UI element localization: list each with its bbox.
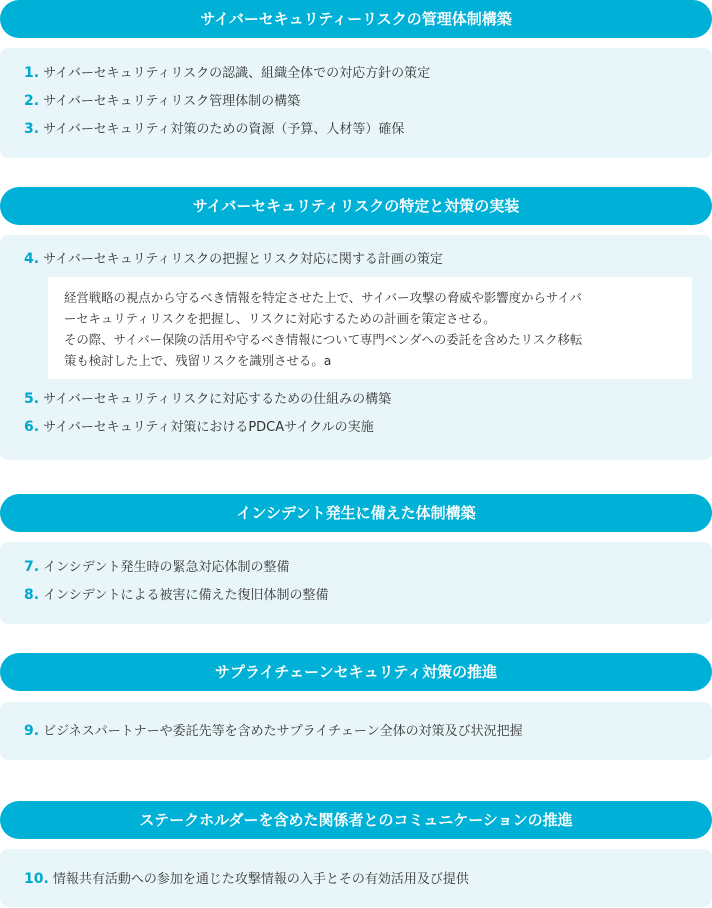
section-1-panel (0, 48, 712, 158)
item-8 (24, 584, 328, 606)
description-line: 経営戦略の視点から守るべき情報を特定させた上で、サイバー攻撃の脅威や影響度からサイバ (64, 290, 582, 305)
item-3 (24, 118, 404, 140)
section-5-panel (0, 849, 712, 907)
item-6 (24, 416, 374, 438)
item-number: 1. (24, 65, 40, 81)
section-1-header: サイバーセキュリティーリスクの管理体制構築 (0, 0, 712, 38)
item-text: サイバーセキュリティリスクの認識、組織全体での対応方針の策定 (43, 66, 431, 81)
item-1 (24, 62, 430, 84)
item-text: 情報共有活動への参加を通じた攻撃情報の入手とその有効活用及び提供 (52, 872, 469, 887)
item-text: サイバーセキュリティリスク管理体制の構築 (43, 94, 301, 109)
item-4 (24, 248, 443, 270)
item-text: ビジネスパートナーや委託先等を含めたサプライチェーン全体の対策及び状況把握 (43, 724, 523, 739)
item-number: 10. (24, 871, 49, 887)
item-text: サイバーセキュリティ対策のための資源（予算、人材等）確保 (43, 122, 405, 137)
item-number: 6. (24, 419, 40, 435)
description-line: 策も検討した上で、残留リスクを識別させる。a (64, 353, 332, 368)
item-2 (24, 90, 300, 112)
section-5-header: ステークホルダーを含めた関係者とのコミュニケーションの推進 (0, 801, 712, 839)
section-4-header: サプライチェーンセキュリティ対策の推進 (0, 653, 712, 691)
item-7 (24, 556, 289, 578)
item-number: 7. (24, 559, 40, 575)
description-line: その際、サイバー保険の活用や守るべき情報について専門ベンダへの委託を含めたリスク移転 (64, 332, 583, 347)
item-number: 5. (24, 391, 40, 407)
item-4-description (48, 277, 692, 379)
section-2-panel (0, 235, 712, 460)
section-2-header: サイバーセキュリティリスクの特定と対策の実装 (0, 187, 712, 225)
section-3-panel (0, 542, 712, 624)
item-number: 2. (24, 93, 40, 109)
item-number: 9. (24, 723, 40, 739)
description-line: ーセキュリティリスクを把握し、リスクに対応するための計画を策定させる。 (64, 311, 496, 326)
item-text: サイバーセキュリティ対策におけるPDCAサイクルの実施 (43, 420, 374, 435)
item-number: 3. (24, 121, 40, 137)
item-10 (24, 868, 469, 890)
item-text: サイバーセキュリティリスクの把握とリスク対応に関する計画の策定 (43, 252, 443, 267)
item-number: 4. (24, 251, 40, 267)
item-9 (24, 720, 523, 742)
item-text: インシデントによる被害に備えた復旧体制の整備 (43, 588, 329, 603)
item-text: インシデント発生時の緊急対応体制の整備 (43, 560, 290, 575)
section-4-panel (0, 702, 712, 760)
item-text: サイバーセキュリティリスクに対応するための仕組みの構築 (43, 392, 392, 407)
section-3-header: インシデント発生に備えた体制構築 (0, 494, 712, 532)
item-number: 8. (24, 587, 40, 603)
item-5 (24, 388, 391, 410)
